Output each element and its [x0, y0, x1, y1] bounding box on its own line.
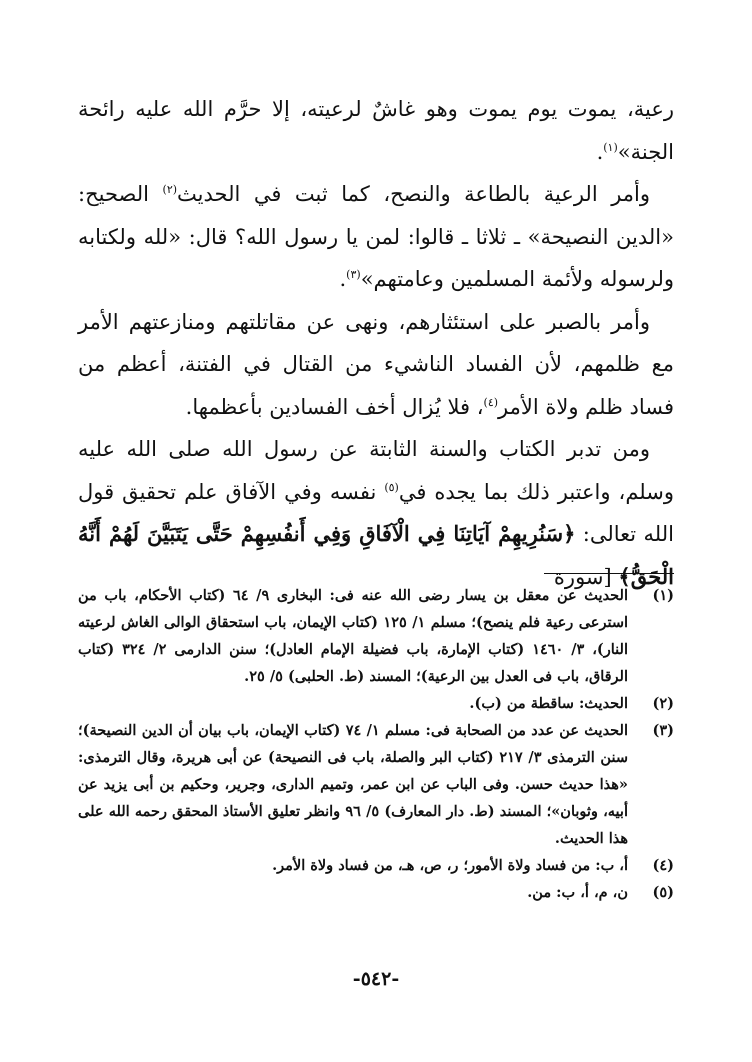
footnote-4 — [78, 852, 674, 879]
footnote-number: (٣) — [652, 722, 674, 739]
text-run: نفسه وفي الآفاق علم تحقيق قول الله تعالى: — [78, 479, 674, 546]
text-run: . — [596, 139, 604, 164]
footnote-text: ن، م، أ، ب: من. — [527, 884, 628, 901]
footnote-text: الحديث عن عدد من الصحابة فى: مسلم ١/ ٧٤ (كتاب الإيمان، باب بيان أن الدين النصيحة)؛ سنن الترمذى ٣/ ٢١٧ (كتاب البر والصلة، باب فى النصيحة) عن أبى هريرة، وقال الترمذى: «هذا حديث حسن. وفى الباب عن ابن عمر، وتميم الدارى، وجرير، وحكيم بن أبى يزيد عن أبيه، وثوبان»؛ المسند (ط. دار المعارف) ٥/ ٩٦ وانظر تعليق الأستاذ المحقق رحمه الله على هذا الحديث. — [78, 722, 628, 847]
footnote-number: (٢) — [652, 695, 674, 712]
footnote-ref-1[interactable]: (١) — [603, 140, 618, 154]
footnote-ref-4[interactable]: (٤) — [483, 395, 499, 409]
text-run: الصحيح: «الدين النصيحة» ـ ثلاثا ـ قالوا: لمن يا رسول الله؟ قال: «لله ولكتابه ولرسوله ولأئمة المسلمين وعامتهم» — [78, 182, 674, 291]
footnote-number: (١) — [652, 587, 674, 604]
main-text — [78, 88, 674, 598]
footnote-separator — [544, 573, 674, 574]
footnote-1 — [78, 582, 674, 690]
paragraph — [78, 301, 674, 429]
text-run: ومن تدبر الكتاب والسنة الثابتة عن رسول الله صلى الله عليه وسلم، واعتبر ذلك بما يجده في — [78, 437, 674, 504]
footnote-ref-2[interactable]: (٢) — [162, 183, 178, 196]
footnote-number: (٥) — [652, 884, 674, 901]
text-run: وأمر الرعية بالطاعة والنصح، كما ثبت في الحديث — [177, 182, 650, 206]
footnote-3 — [78, 717, 674, 852]
footnote-ref-3[interactable]: (٣) — [346, 268, 361, 281]
footnotes — [78, 582, 674, 906]
page-number: -٥٤٢- — [352, 968, 400, 990]
footnote-number: (٤) — [652, 857, 674, 874]
footnote-text: أ، ب: من فساد ولاة الأمور؛ ر، ص، هـ، من فساد ولاة الأمر. — [272, 857, 628, 874]
paragraph — [78, 88, 674, 173]
quran-verse: ﴿سَنُرِيهِمْ آيَاتِنَا فِي الْآفَاقِ وَفِي أَنفُسِهِمْ حَتَّى يَتَبَيَّنَ لَهُمْ أَنَّهُ الْحَقُّ﴾ — [78, 521, 674, 589]
footnote-5 — [78, 879, 674, 906]
text-run: رعية، يموت يوم يموت وهو غاشٌ لرعيته، إلا حرَّم الله عليه رائحة الجنة» — [78, 97, 674, 164]
footnote-2 — [78, 690, 674, 717]
paragraph — [78, 173, 674, 301]
footnote-text: الحديث عن معقل بن يسار رضى الله عنه فى: البخارى ٩/ ٦٤ (كتاب الأحكام، باب من استرعى رعية فلم ينصح)؛ مسلم ١/ ١٢٥ (كتاب الإيمان، باب استحقاق الوالى الغاش لرعيته النار)، ٣/ ١٤٦٠ (كتاب الإمارة، باب فضيلة الإمام العادل)؛ سنن الدارمى ٢/ ٣٢٤ (كتاب الرقاق، باب فى العدل بين الرعية)؛ المسند (ط. الحلبى) ٥/ ٢٥. — [78, 587, 628, 685]
footnote-text: الحديث: ساقطة من (ب). — [469, 695, 628, 712]
text-run: وأمر بالصبر على استئثارهم، ونهى عن مقاتلتهم ومنازعتهم الأمر مع ظلمهم، لأن الفساد الناشيء من القتال في الفتنة، أعظم من فساد ظلم ولاة الأمر — [78, 309, 674, 419]
footnote-ref-5[interactable]: (٥) — [384, 480, 399, 494]
text-run: . — [339, 267, 347, 291]
text-run: ، فلا يُزال أخف الفسادين بأعظمها. — [185, 394, 484, 419]
text-run: [سورة — [553, 564, 619, 589]
